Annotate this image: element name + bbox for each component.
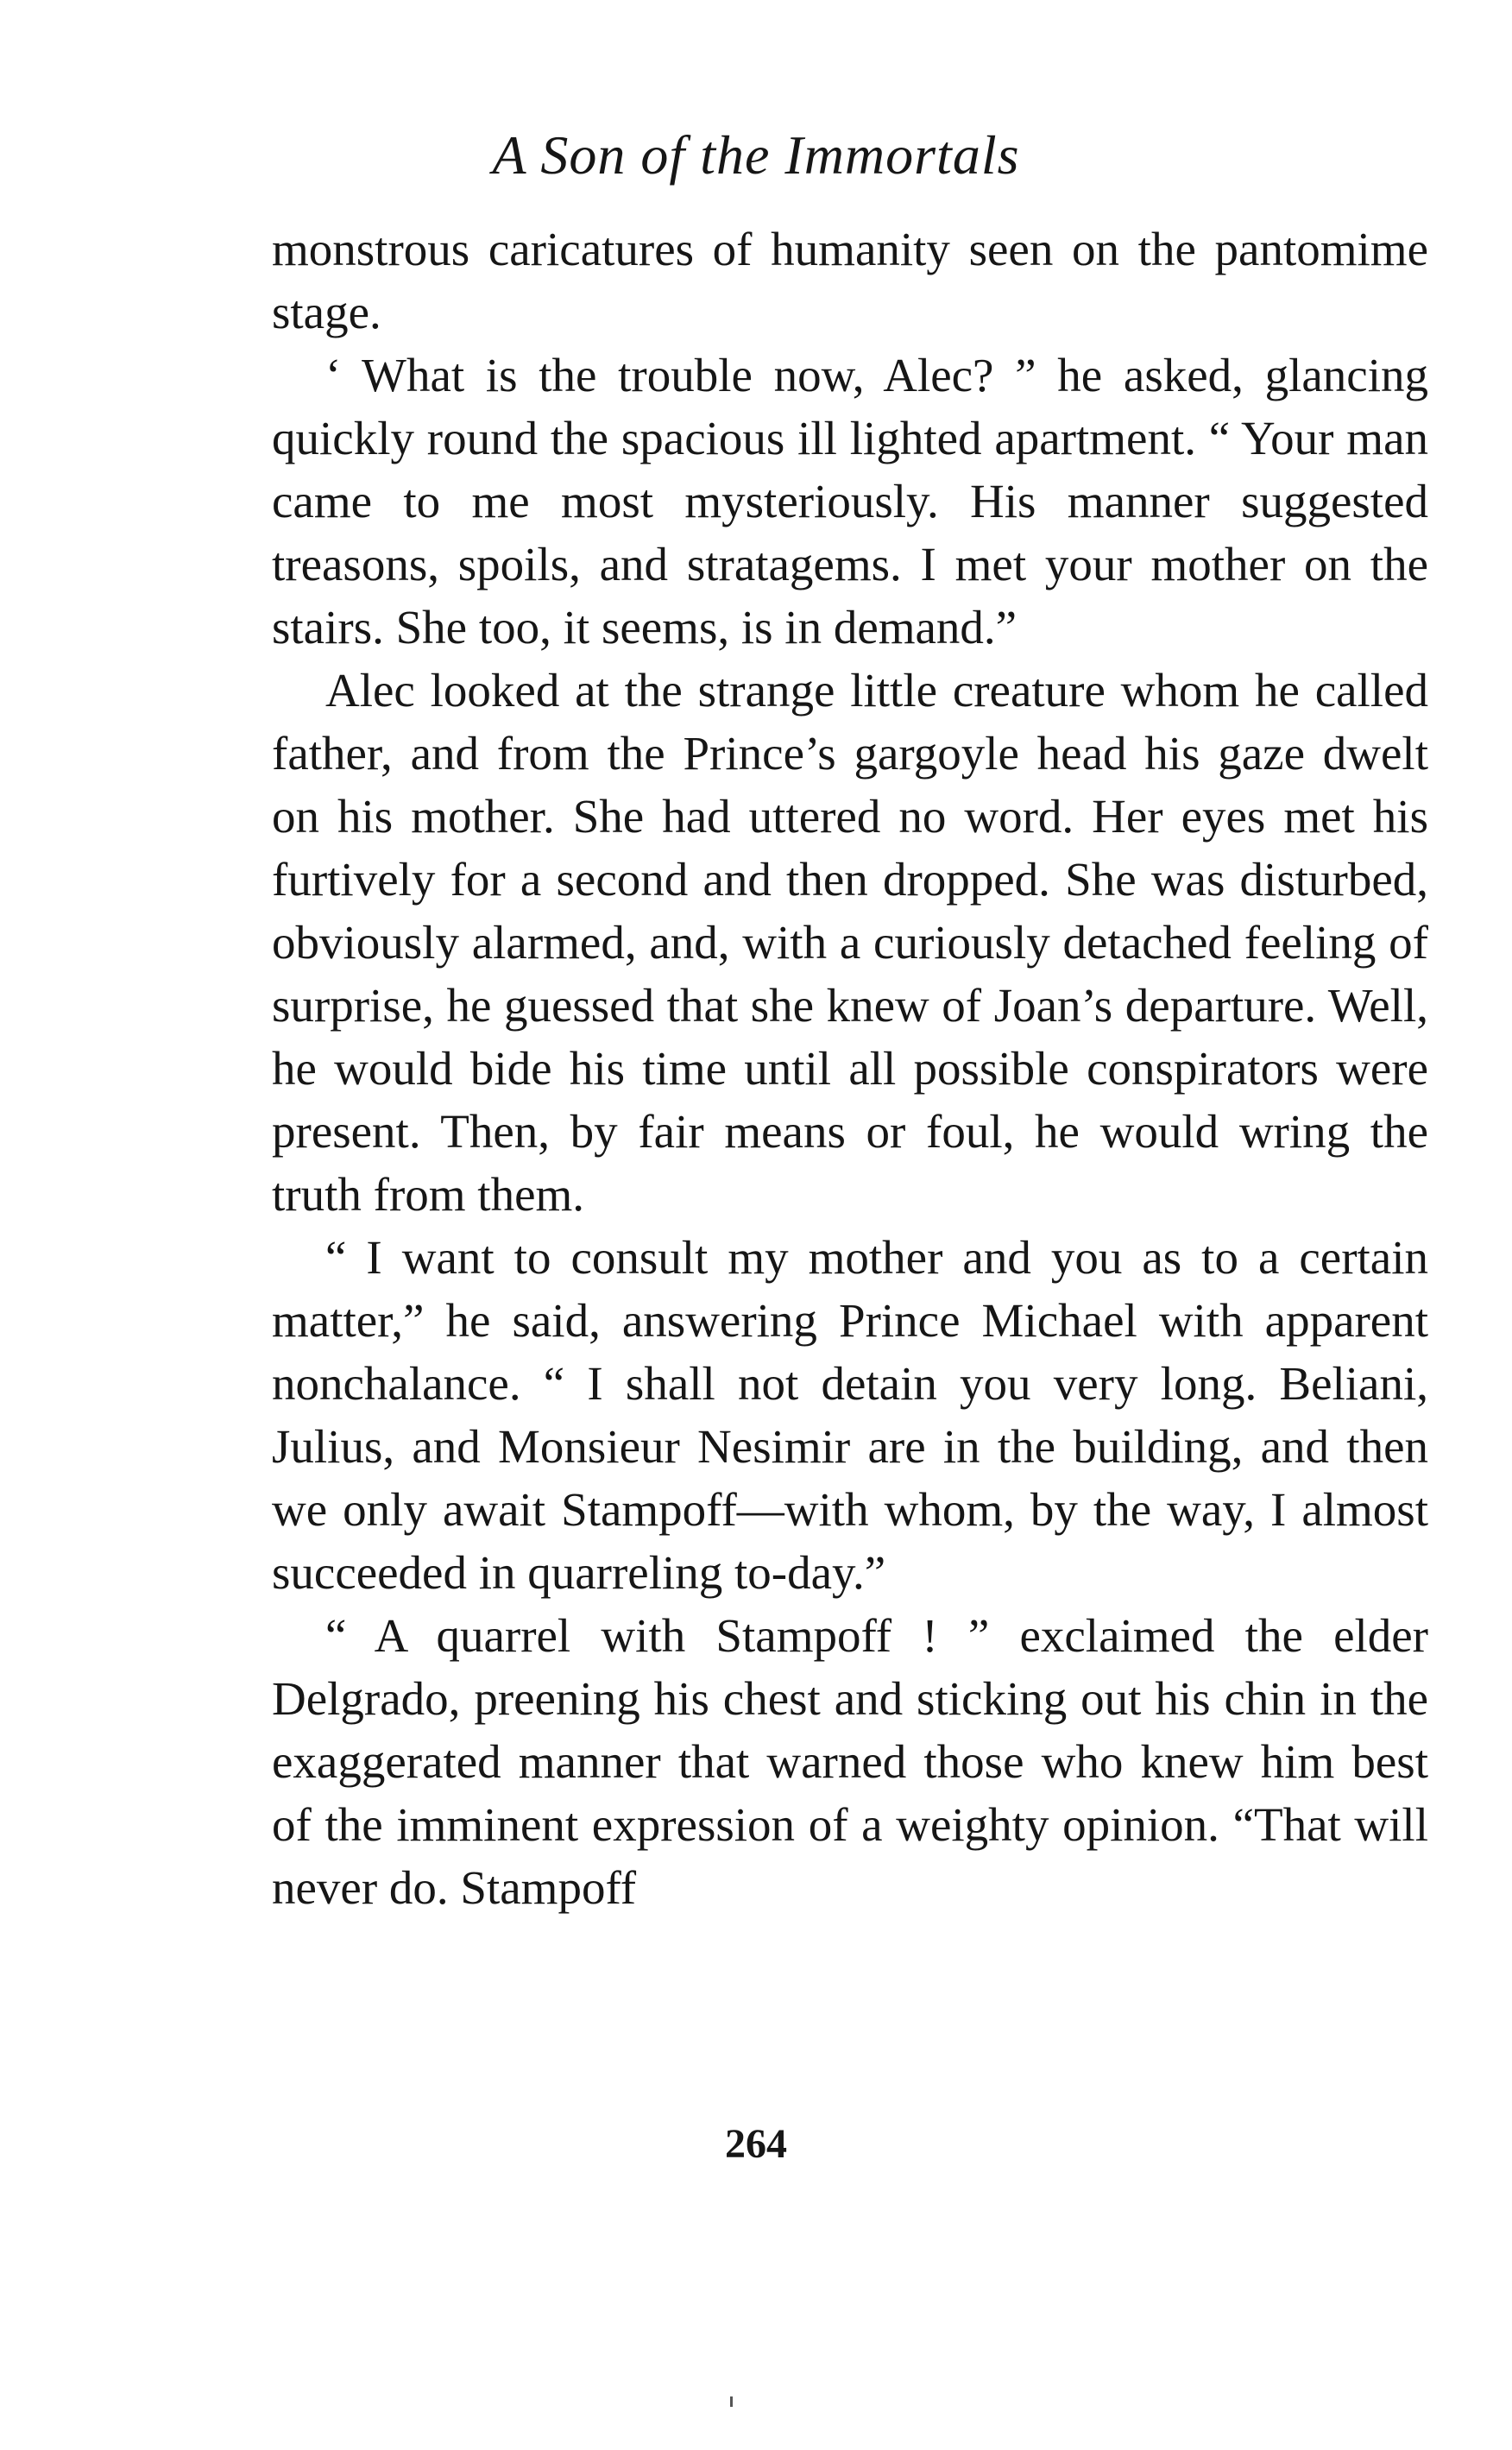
scan-speck bbox=[730, 2396, 733, 2407]
running-head-title: A Son of the Immortals bbox=[492, 124, 1020, 186]
paragraph: ‘ What is the trouble now, Alec? ” he asked, glancing quickly round the spacious ill lighted apartment. “ Your man came to me most mysteriously. His manner suggested treasons, spoils, and stratagems. I met your mother on the stairs. She too, it seems, is in demand.” bbox=[272, 349, 1428, 654]
body-text bbox=[272, 218, 1428, 1919]
paragraph: Alec looked at the strange little creature whom he called father, and from the Prince’s gargoyle head his gaze dwelt on his mother. She had uttered no word. Her eyes met his furtively for a second and then dropped. She was disturbed, obviously alarmed, and, with a curiously detached feeling of surprise, he guessed that she knew of Joan’s departure. Well, he would bide his time until all possible conspirators were present. Then, by fair means or foul, he would wring the truth from them. bbox=[272, 664, 1428, 1221]
paragraph: monstrous caricatures of humanity seen on the pantomime stage. bbox=[272, 223, 1428, 338]
paragraph: “ A quarrel with Stampoff ! ” exclaimed the elder Delgrado, preening his chest and sticking out his chin in the exaggerated manner that warned those who knew him best of the imminent expression of a weighty opinion. “That will never do. Stampoff bbox=[272, 1609, 1428, 1914]
page-number: 264 bbox=[725, 2121, 787, 2167]
paragraph: “ I want to consult my mother and you as to a certain matter,” he said, answering Prince Michael with apparent nonchalance. “ I shall not detain you very long. Beliani, Julius, and Monsieur Nesimir are in the building, and then we only await Stampoff—with whom, by the way, I almost succeeded in quarreling to-day.” bbox=[272, 1231, 1428, 1599]
